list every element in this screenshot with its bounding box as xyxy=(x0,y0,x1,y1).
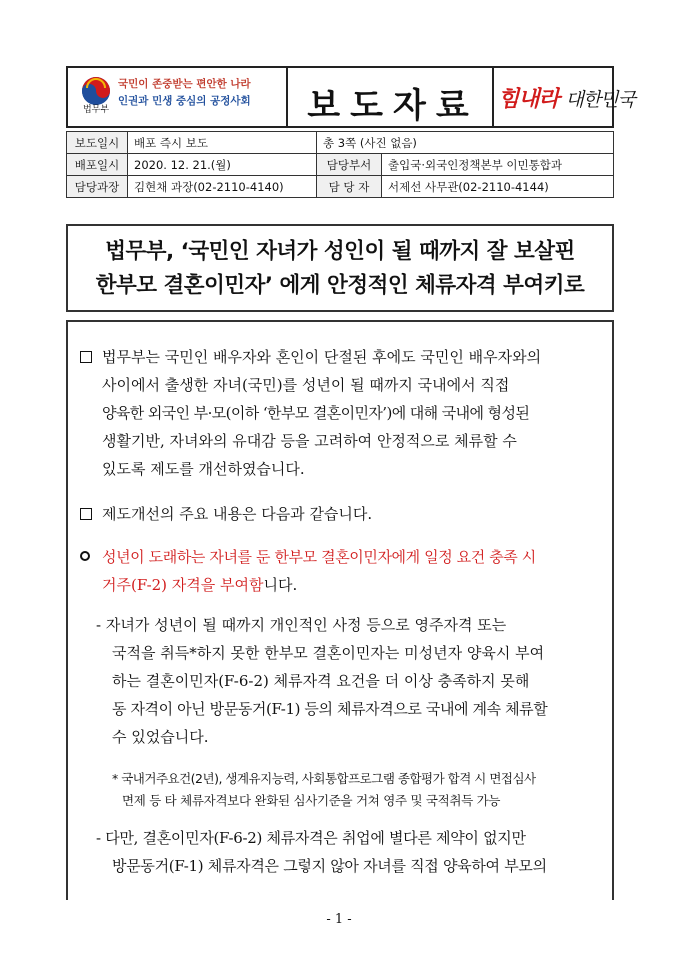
department-value: 출입국·외국인정책본부 이민통합과 xyxy=(382,154,614,176)
contact-person-value: 서제선 사무관(02-2110-4144) xyxy=(382,176,614,198)
paragraph-3-tail: 니다. xyxy=(263,576,298,594)
paragraph-5 xyxy=(96,824,606,880)
ministry-slogan xyxy=(118,76,268,110)
distribution-date-label: 배포일시 xyxy=(67,154,128,176)
press-header xyxy=(66,66,635,128)
paragraph-4-line: 국적을 취득*하지 못한 한부모 결혼이민자는 미성년자 양육시 부여 xyxy=(112,644,545,662)
footnote xyxy=(112,768,607,812)
headline-line-2: 한부모 결혼이민자’ 에게 안정적인 체류자격 부여키로 xyxy=(95,273,585,298)
table-row xyxy=(67,154,614,176)
release-time-label: 보도일시 xyxy=(67,132,128,154)
paragraph-1-line: 생활기반, 자녀와의 유대감 등을 고려하여 안정적으로 체류할 수 xyxy=(102,432,517,450)
table-row xyxy=(67,176,614,198)
checkbox-square-icon xyxy=(80,351,92,363)
paragraph-3 xyxy=(80,543,605,599)
headline-line-1: 법무부, ‘국민인 자녀가 성인이 될 때까지 잘 보살핀 xyxy=(105,239,575,264)
page-number: - 1 - xyxy=(326,912,352,927)
slogan-line-1: 국민이 존중받는 편안한 나라 xyxy=(118,78,251,90)
paragraph-1-line: 양육한 외국인 부·모(이하 ‘한부모 결혼이민자’)에 대해 국내에 형성된 xyxy=(102,404,530,422)
footnote-line: * 국내거주요건(2년), 생계유지능력, 사회통합프로그램 종합평가 합격 시 면접심사 xyxy=(112,771,536,786)
paragraph-4-line: 수 있었습니다. xyxy=(112,728,209,746)
checkbox-square-icon xyxy=(80,508,92,520)
paragraph-4-line: 하는 결혼이민자(F-6-2) 체류자격 요건을 더 이상 충족하지 못해 xyxy=(112,672,530,690)
paragraph-1-line-text: 법무부는 국민인 배우자와 혼인이 단절된 후에도 국민인 배우자와의 xyxy=(102,348,542,366)
paragraph-5-line: - 다만, 결혼이민자(F-6-2) 체류자격은 취업에 별다른 제약이 없지만 xyxy=(96,829,526,847)
slogan-line-2: 인권과 민생 중심의 공정사회 xyxy=(118,95,251,107)
paragraph-4 xyxy=(96,611,606,751)
highlight-text: 성년이 도래하는 자녀를 둔 한부모 결혼이민자에게 일정 요건 충족 시 xyxy=(102,548,536,566)
paragraph-1-line: 사이에서 출생한 자녀(국민)를 성년이 될 때까지 국내에서 직접 xyxy=(102,376,510,394)
paragraph-4-line: 동 자격이 아닌 방문동거(F-1) 등의 체류자격으로 국내에 계속 체류할 xyxy=(112,700,548,718)
cheer-slogan-red: 힘내라 xyxy=(498,86,559,112)
paragraph-1-line xyxy=(80,343,600,371)
paragraph-1 xyxy=(80,343,600,483)
table-row xyxy=(67,132,614,154)
circle-bullet-icon xyxy=(80,551,90,561)
paragraph-3-line xyxy=(80,543,605,571)
headline-box xyxy=(66,224,614,312)
paragraph-3-line xyxy=(80,571,605,599)
paragraph-5-line: 방문동거(F-1) 체류자격은 그렇지 않아 자녀를 직접 양육하여 부모의 xyxy=(112,857,547,875)
header-divider xyxy=(492,68,494,126)
paragraph-4-line: - 자녀가 성년이 될 때까지 개인적인 사정 등으로 영주자격 또는 xyxy=(96,616,507,634)
contact-person-label: 담 당 자 xyxy=(317,176,382,198)
page-count-value: 총 3쪽 (사진 없음) xyxy=(317,132,614,154)
cheer-slogan xyxy=(498,82,635,113)
release-time-value: 배포 즉시 보도 xyxy=(128,132,317,154)
footnote-line: 면제 등 타 체류자격보다 완화된 심사기준을 거쳐 영주 및 국적취득 가능 xyxy=(122,793,501,808)
highlight-text: 거주(F-2) 자격을 부여함 xyxy=(102,576,264,594)
paragraph-1-line: 있도록 제도를 개선하였습니다. xyxy=(102,460,305,478)
press-release-title: 보도자료 xyxy=(307,86,479,126)
cheer-slogan-dark: 대한민국 xyxy=(565,89,635,111)
department-label: 담당부서 xyxy=(317,154,382,176)
ministry-name: 법무부 xyxy=(82,105,110,115)
distribution-date-value: 2020. 12. 21.(월) xyxy=(128,154,317,176)
paragraph-2 xyxy=(80,500,600,528)
division-head-value: 김현채 과장(02-2110-4140) xyxy=(128,176,317,198)
header-divider xyxy=(286,68,288,126)
release-info-table xyxy=(66,131,614,198)
paragraph-2-text: 제도개선의 주요 내용은 다음과 같습니다. xyxy=(102,505,373,523)
division-head-label: 담당과장 xyxy=(67,176,128,198)
